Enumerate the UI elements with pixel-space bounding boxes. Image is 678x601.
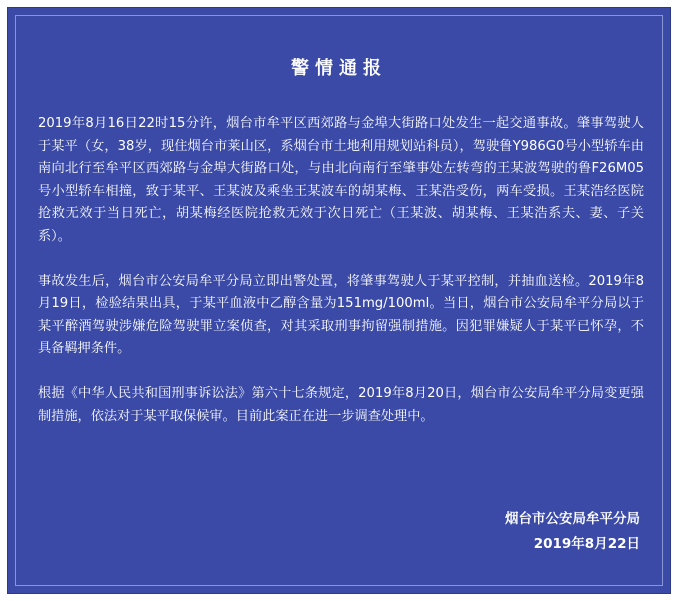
paragraph-3: 根据《中华人民共和国刑事诉讼法》第六十七条规定，2019年8月20日，烟台市公安局牟平分局变更强制措施，依法对于某平取保候审。目前此案正在进一步调查处理中。 xyxy=(38,385,644,424)
signature-date: 2019年8月22日 xyxy=(533,536,640,552)
paragraph-1: 2019年8月16日22时15分许，烟台市牟平区西郊路与金埠大街路口处发生一起交通事故。肇事驾驶人于某平（女，38岁，现住烟台市莱山区，系烟台市土地利用规划站科员），驾驶鲁Y986G0号小型轿车由南向北行至牟平区西郊路与金埠大街路口处，与由北向南行至肇事处左转弯的王某波驾驶的鲁F26M05号小型轿车相撞，致于某平、王某波及乘坐王某波车的胡某梅、王某浩受伤，两车受损。王某浩经医院抢救无效于当日死亡，胡某梅经医院抢救无效于次日死亡（王某波、胡某梅、王某浩系夫、妻、子关系）。 xyxy=(38,116,644,244)
paragraph-2: 事故发生后，烟台市公安局牟平分局立即出警处置，将肇事驾驶人于某平控制，并抽血送检。2019年8月19日，检验结果出具，于某平血液中乙醇含量为151mg/100ml。当日，烟台市公安局牟平分局以于某平醉酒驾驶涉嫌危险驾驶罪立案侦查，对其采取刑事拘留强制措施。因犯罪嫌疑人于某平已怀孕，不具备羁押条件。 xyxy=(38,273,644,357)
signature-org: 烟台市公安局牟平分局 xyxy=(505,511,640,527)
notice-panel xyxy=(7,7,671,594)
notice-body xyxy=(38,113,644,428)
notice-title: 警情通报 xyxy=(291,58,387,79)
signature-block xyxy=(505,507,640,556)
notice-inner-border xyxy=(15,15,663,586)
